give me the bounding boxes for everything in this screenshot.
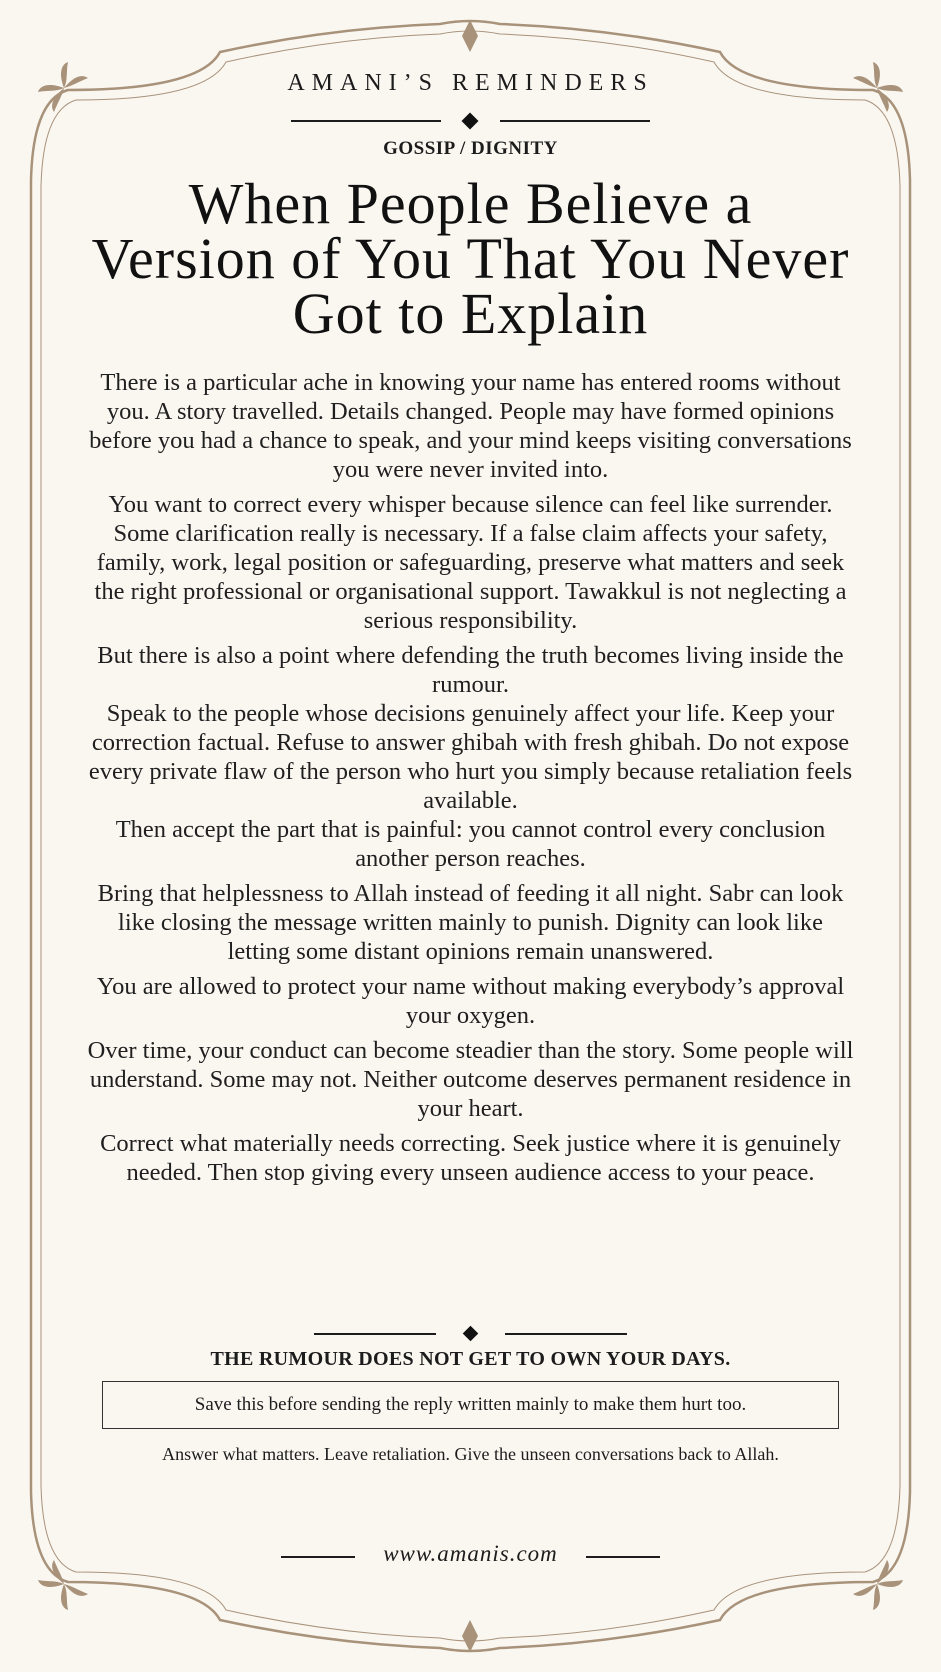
closing-divider-left: [314, 1333, 436, 1335]
footer-divider-right: [586, 1556, 660, 1558]
closing-divider-right: [505, 1333, 627, 1335]
paragraph: But there is also a point where defending the truth becomes living inside the rumour.: [97, 642, 844, 698]
closing-statement: THE RUMOUR DOES NOT GET TO OWN YOUR DAYS.: [210, 1348, 731, 1370]
article-body: [86, 368, 855, 1187]
paragraph: Then accept the part that is painful: you cannot control every conclusion another person reaches.: [115, 816, 826, 872]
paragraph: Over time, your conduct can become steadier than the story. Some people will understand. Some may not. Neither outcome deserves permanent residence in your heart.: [87, 1037, 854, 1122]
header-divider-left: [291, 120, 441, 122]
website-link[interactable]: www.amanis.com: [383, 1541, 558, 1566]
brand-name: AMANI’S REMINDERS: [287, 70, 654, 96]
page-title: When People Believe a Version of You That You Never Got to Explain: [91, 171, 850, 346]
tagline: Answer what matters. Leave retaliation. Give the unseen conversations back to Allah.: [162, 1444, 779, 1464]
paragraph: Speak to the people whose decisions genuinely affect your life. Keep your correction factual. Refuse to answer ghibah with fresh ghibah. Do not expose every private flaw of the person who hurt you simply because retaliation feels available.: [88, 700, 853, 814]
header-divider-right: [500, 120, 650, 122]
paragraph: You want to correct every whisper because silence can feel like surrender.: [108, 491, 833, 518]
paragraph: Bring that helplessness to Allah instead of feeding it all night. Sabr can look like closing the message written mainly to punish. Dignity can look like letting some distant opinions remain unanswered.: [97, 880, 844, 965]
save-reminder-box: Save this before sending the reply written mainly to make them hurt too.: [102, 1381, 839, 1429]
category-label: GOSSIP / DIGNITY: [383, 138, 558, 159]
paragraph: You are allowed to protect your name without making everybody’s approval your oxygen.: [96, 973, 845, 1029]
paragraph: Some clarification really is necessary. If a false claim affects your safety, family, work, legal position or safeguarding, preserve what matters and seek the right professional or organisational support. Tawakkul is not neglecting a serious responsibility.: [94, 520, 847, 634]
paragraph: Correct what materially needs correcting. Seek justice where it is genuinely needed. Then stop giving every unseen audience access to your peace.: [100, 1130, 841, 1186]
paragraph: There is a particular ache in knowing your name has entered rooms without you. A story travelled. Details changed. People may have formed opinions before you had a chance to speak, and your mind keeps visiting conversations you were never invited into.: [89, 369, 852, 483]
